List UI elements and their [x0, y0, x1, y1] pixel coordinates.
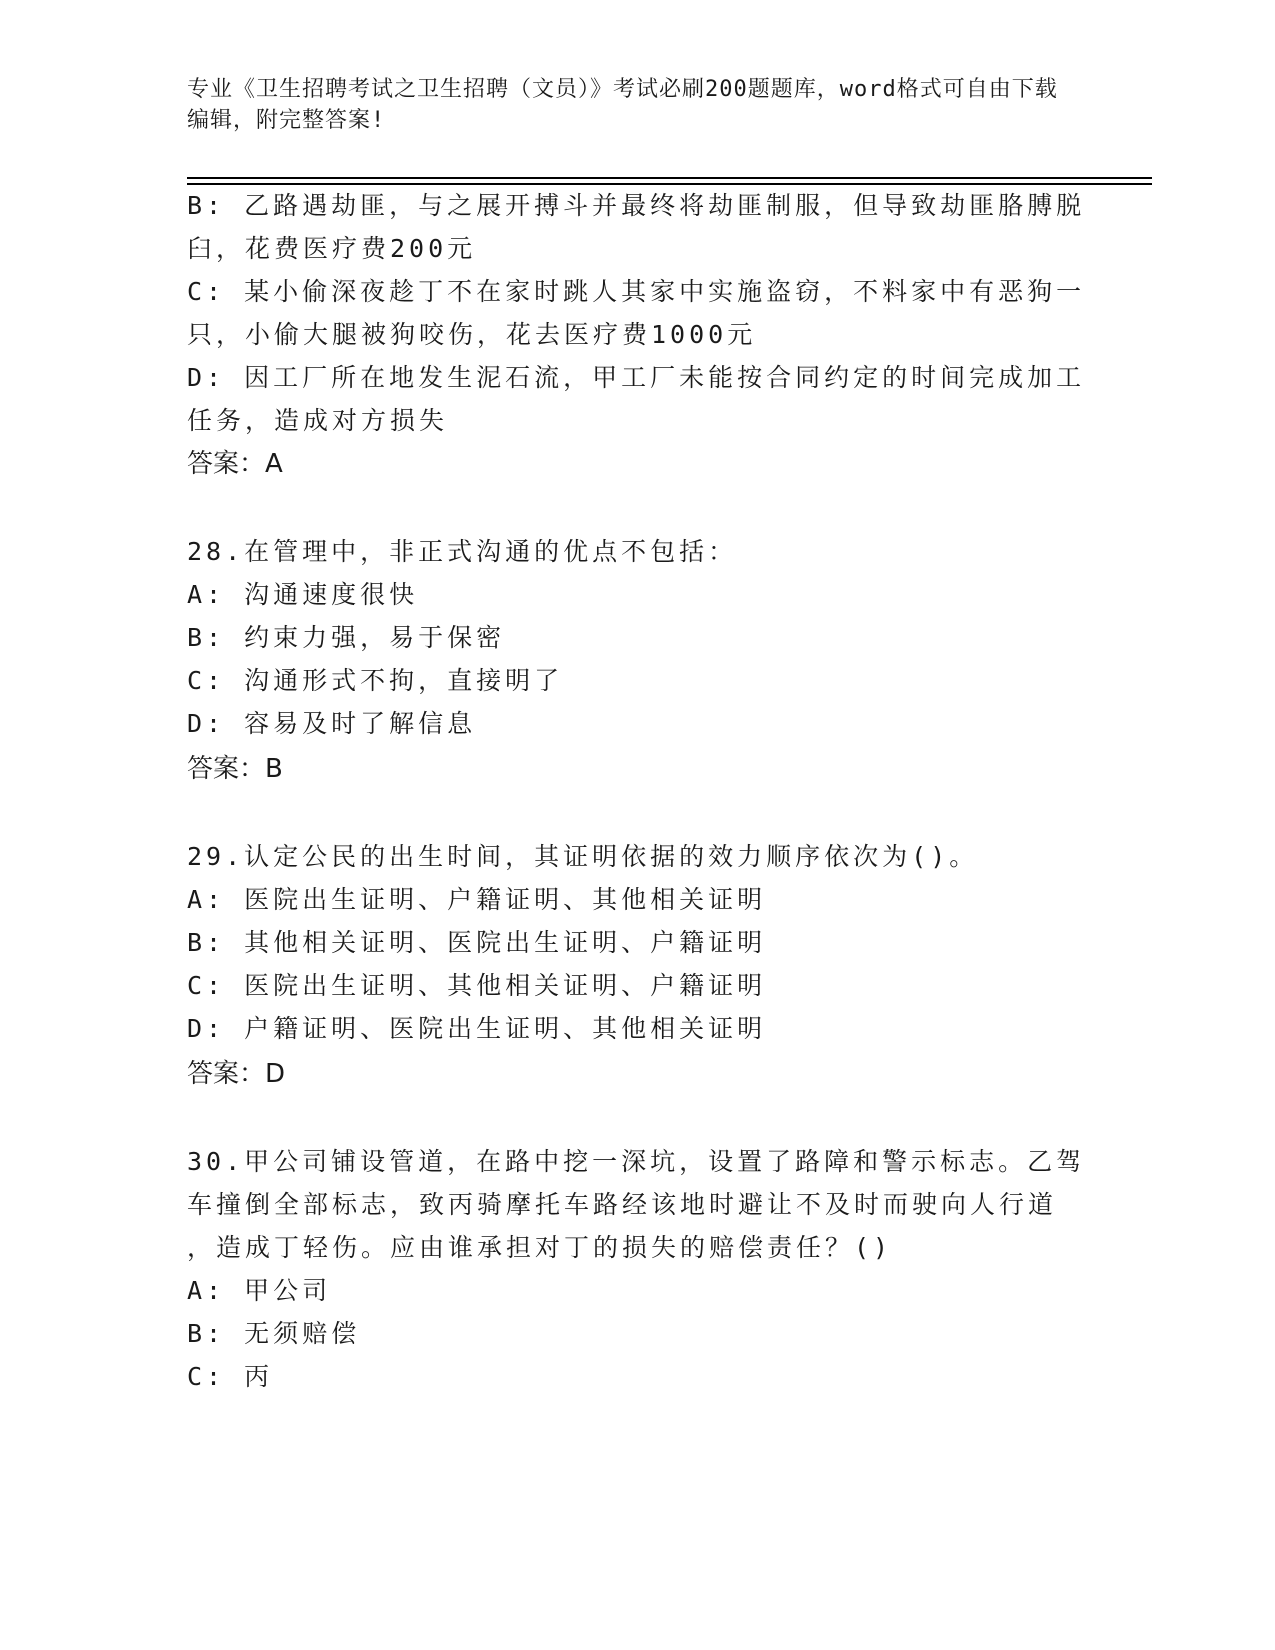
header-rule-top: [187, 177, 1152, 179]
q29-question: 29.认定公民的出生时间，其证明依据的效力顺序依次为()。: [187, 842, 979, 871]
q30-option-b: B: 无须赔偿: [187, 1319, 361, 1348]
q29-option-c: C: 医院出生证明、其他相关证明、户籍证明: [187, 971, 767, 1000]
q29-answer: 答案：D: [187, 1059, 286, 1089]
q27-option-d-line2: 任务，造成对方损失: [187, 406, 449, 435]
q30-question-line2: 车撞倒全部标志，致丙骑摩托车路经该地时避让不及时而驶向人行道: [187, 1190, 1058, 1219]
q28-option-b: B: 约束力强，易于保密: [187, 623, 506, 652]
q29-option-d: D: 户籍证明、医院出生证明、其他相关证明: [187, 1014, 767, 1043]
q30-option-a: A: 甲公司: [187, 1276, 332, 1305]
q27-answer: 答案：A: [187, 449, 283, 479]
q30-question-line1: 30.甲公司铺设管道，在路中挖一深坑，设置了路障和警示标志。乙驾: [187, 1147, 1086, 1176]
q27-option-d-line1: D: 因工厂所在地发生泥石流，甲工厂未能按合同约定的时间完成加工: [187, 363, 1086, 392]
q29-option-b: B: 其他相关证明、医院出生证明、户籍证明: [187, 928, 767, 957]
q27-option-c-line2: 只，小偷大腿被狗咬伤，花去医疗费1000元: [187, 320, 757, 349]
q28-question: 28.在管理中，非正式沟通的优点不包括：: [187, 537, 738, 566]
document-header-title: 专业《卫生招聘考试之卫生招聘（文员）》考试必刷200题题库，word格式可自由下载编辑，附完整答案!: [187, 77, 1058, 133]
q28-answer: 答案：B: [187, 754, 283, 784]
q30-question-line3: ，造成丁轻伤。应由谁承担对丁的损失的赔偿责任？(): [187, 1233, 893, 1262]
q30-option-c: C: 丙: [187, 1362, 274, 1391]
q28-option-c: C: 沟通形式不拘，直接明了: [187, 666, 564, 695]
header-rule-bottom: [187, 183, 1152, 185]
q27-option-b-line1: B: 乙路遇劫匪，与之展开搏斗并最终将劫匪制服，但导致劫匪胳膊脱: [187, 191, 1086, 220]
q27-option-b-line2: 臼，花费医疗费200元: [187, 234, 477, 263]
q28-option-d: D: 容易及时了解信息: [187, 709, 477, 738]
q29-option-a: A: 医院出生证明、户籍证明、其他相关证明: [187, 885, 767, 914]
q28-option-a: A: 沟通速度很快: [187, 580, 419, 609]
q27-option-c-line1: C: 某小偷深夜趁丁不在家时跳人其家中实施盗窃，不料家中有恶狗一: [187, 277, 1086, 306]
